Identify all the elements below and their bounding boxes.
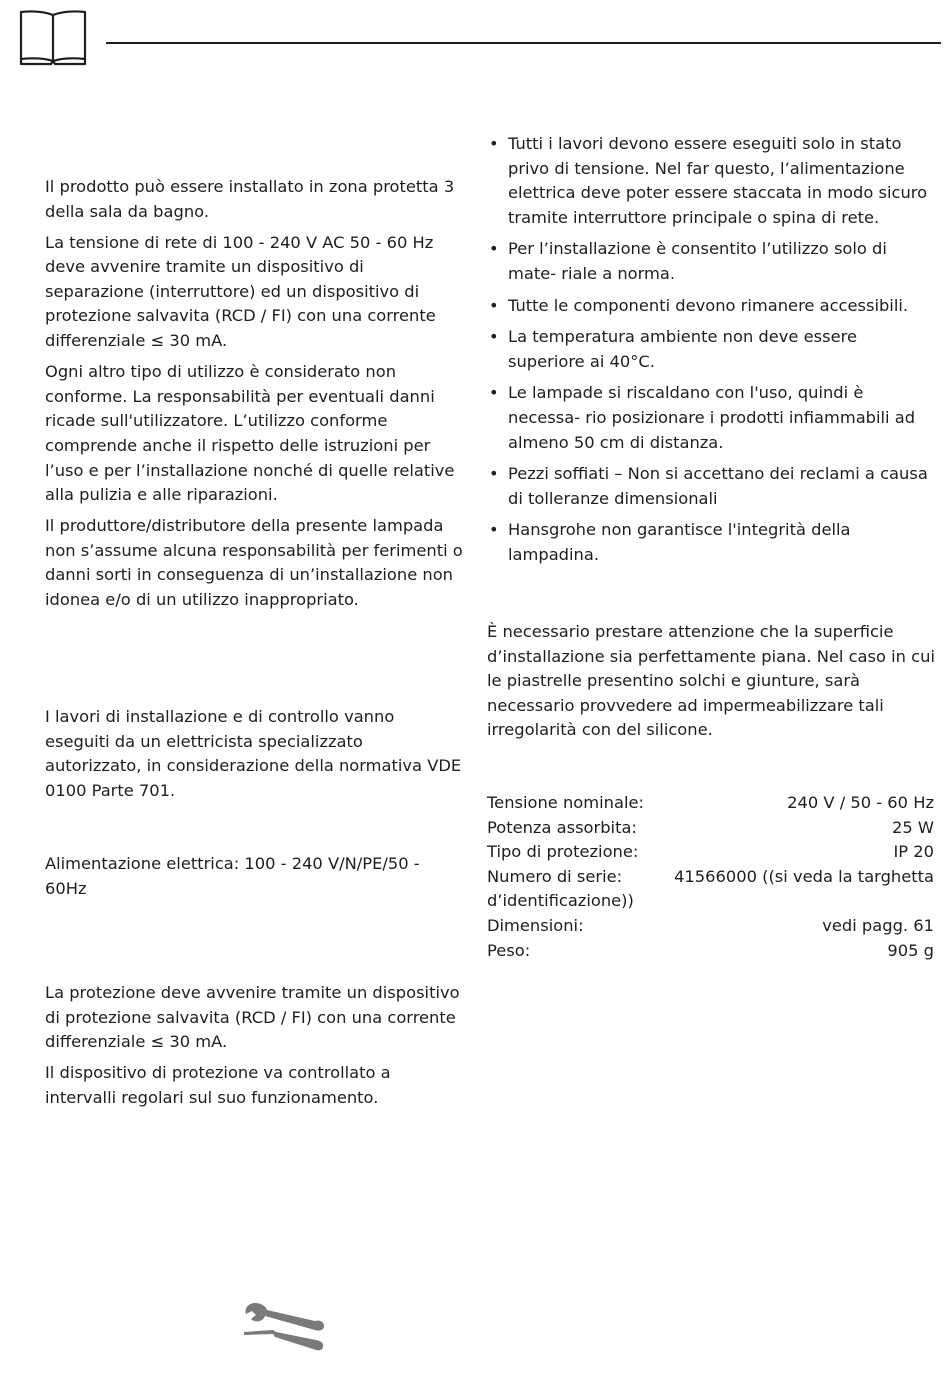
spec-row	[487, 791, 934, 816]
protection-section	[45, 981, 463, 1117]
bullet-item: • Pezzi soffiati – Non si accettano dei reclami a causa di tolleranze dimensionali	[487, 462, 937, 511]
bullet-item: • Tutte le componenti devono rimanere accessibili.	[487, 294, 937, 319]
header-rule	[106, 42, 941, 44]
paragraph: Il dispositivo di protezione va controllato a intervalli regolari sul suo funzionamento.	[45, 1063, 391, 1107]
bullet-item: • Hansgrohe non garantisce l'integrità della lampadina.	[487, 518, 937, 567]
paragraph: Il prodotto può essere installato in zona protetta 3 della sala da bagno.	[45, 177, 455, 221]
technical-data-section	[487, 791, 937, 963]
safety-notes-section	[487, 132, 937, 575]
bullet-item: • Per l’installazione è consentito l’utilizzo solo di mate- riale a norma.	[487, 237, 937, 286]
bullet-item: • Le lampade si riscaldano con l'uso, quindi è necessa- rio posizionare i prodotti infiammabili ad almeno 50 cm di distanza.	[487, 381, 937, 455]
bullet-list	[487, 132, 937, 568]
installation-work-section	[45, 705, 463, 810]
spec-value: 41566000 ((si veda la targhetta	[674, 866, 934, 886]
mounting-surface-section	[487, 620, 937, 749]
spec-row	[487, 939, 934, 964]
paragraph: La protezione deve avvenire tramite un dispositivo di protezione salvavita (RCD / FI) con una corrente differenziale ≤ 30 mA.	[45, 983, 460, 1052]
spec-value: 240 V / 50 - 60 Hz	[787, 793, 934, 812]
spec-label: Tipo di protezione:	[487, 842, 639, 862]
spec-row	[487, 840, 934, 865]
spec-label: Tensione nominale:	[487, 793, 644, 812]
spec-row	[487, 865, 934, 890]
tools-icon	[243, 1300, 327, 1356]
spec-label: Peso:	[487, 940, 531, 960]
spec-row	[487, 914, 934, 939]
spec-table	[487, 791, 934, 963]
spec-label: Numero di serie:	[487, 866, 623, 886]
spec-label: Potenza assorbita:	[487, 817, 637, 837]
paragraph: La tensione di rete di 100 - 240 V AC 50 - 60 Hz deve avvenire tramite un dispositivo di separazione (interruttore) ed un dispositivo di protezione salvavita (RCD / FI) con una corrente differenziale ≤ 30 mA.	[45, 232, 436, 351]
spec-row-continuation	[487, 889, 934, 914]
spec-value: IP 20	[893, 842, 934, 862]
spec-value: 905 g	[887, 940, 934, 960]
spec-row	[487, 816, 934, 841]
paragraph: Ogni altro tipo di utilizzo è considerato non conforme. La responsabilità per eventuali danni ricade sull'utilizzatore. L’utilizzo conforme comprende anche il rispetto delle istruzioni per l’uso e per l’installazione nonché di quelle relative alla pulizia e alle riparazioni.	[45, 362, 455, 505]
paragraph: Alimentazione elettrica: 100 - 240 V/N/PE/50 - 60Hz	[45, 854, 420, 898]
spec-label: Dimensioni:	[487, 915, 584, 935]
intended-use-section	[45, 175, 463, 619]
bullet-item: • Tutti i lavori devono essere eseguiti solo in stato privo di tensione. Nel far questo, l’alimentazione elettrica deve poter essere staccata in modo sicuro tramite interruttore principale o spina di rete.	[487, 132, 937, 230]
spec-value: 25 W	[892, 817, 934, 837]
paragraph: Il produttore/distributore della presente lampada non s’assume alcuna responsabilità per ferimenti o danni sorti in conseguenza di un’installazione non idonea e/o di un utilizzo inappropriato.	[45, 516, 463, 609]
spec-value: vedi pagg. 61	[822, 915, 934, 935]
power-supply-section	[45, 852, 463, 908]
book-icon	[18, 9, 88, 67]
paragraph: È necessario prestare attenzione che la superficie d’installazione sia perfettamente piana. Nel caso in cui le piastrelle presentino solchi e giunture, sarà necessario provvedere ad impermeabilizzare tali irregolarità con del silicone.	[487, 622, 935, 740]
paragraph: I lavori di installazione e di controllo vanno eseguiti da un elettricista specializzato autorizzato, in considerazione della normativa VDE 0100 Parte 701.	[45, 707, 462, 800]
bullet-item: • La temperatura ambiente non deve essere superiore ai 40°C.	[487, 325, 937, 374]
spec-value-continuation: d’identificazione))	[487, 891, 634, 911]
